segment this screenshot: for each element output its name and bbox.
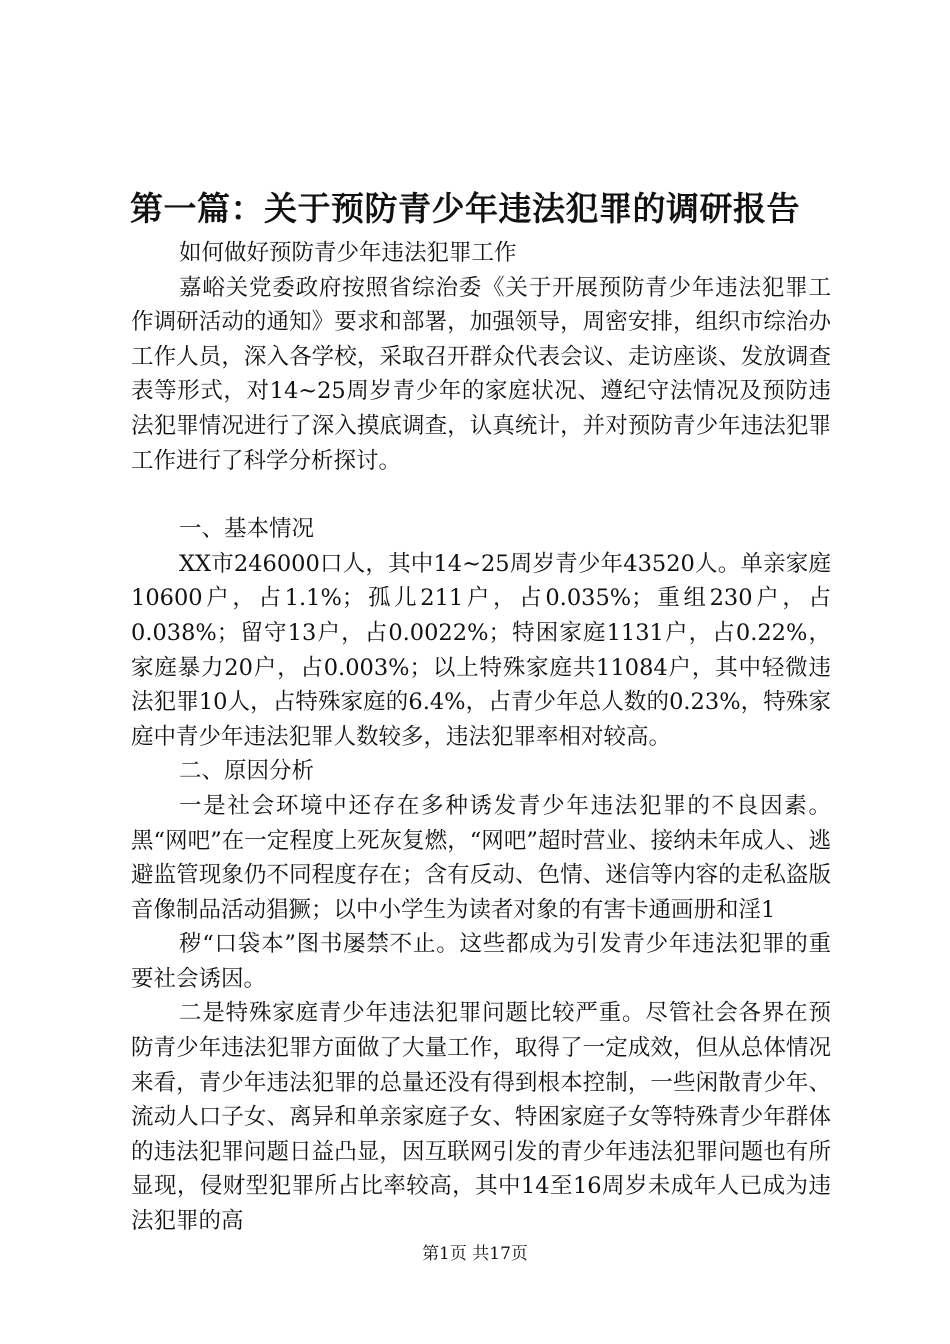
document-body	[131, 236, 831, 1239]
paragraph-cause-two: 二是特殊家庭青少年违法犯罪问题比较严重。尽管社会各界在预防青少年违法犯罪方面做了大量工作，取得了一定成效，但从总体情况来看，青少年违法犯罪的总量还没有得到根本控制，一些闲散青少年、流动人口子女、离异和单亲家庭子女、特困家庭子女等特殊青少年群体的违法犯罪问题日益凸显，因互联网引发的青少年违法犯罪问题也有所显现，侵财型犯罪所占比率较高，其中14至16周岁未成年人已成为违法犯罪的高	[131, 1000, 831, 1235]
paragraph-cause-one: 一是社会环境中还存在多种诱发青少年违法犯罪的不良因素。黑“网吧”在一定程度上死灰复燃，“网吧”超时营业、接纳未年成人、逃避监管现象仍不同程度存在；含有反动、色情、迷信等内容的走私盗版音像制品活动猖獗；以中小学生为读者对象的有害卡通画册和淫1	[131, 792, 831, 923]
document-title: 第一篇：关于预防青少年违法犯罪的调研报告	[130, 189, 800, 228]
paragraph-basic-stats: XX市246000口人，其中14~25周岁青少年43520人。单亲家庭10600户，占1.1%；孤儿211户，占0.035%；重组230户，占0.038%；留守13户，占0.0022%；特困家庭1131户，占0.22%，家庭暴力20户，占0.003%；以上特殊家庭共11084户，其中轻微违法犯罪10人，占特殊家庭的6.4%，占青少年总人数的0.23%，特殊家庭中青少年违法犯罪人数较多，违法犯罪率相对较高。	[131, 550, 831, 750]
page-footer: 第1页 共17页	[422, 1244, 528, 1264]
paragraph-intro: 嘉峪关党委政府按照省综治委《关于开展预防青少年违法犯罪工作调研活动的通知》要求和部署，加强领导，周密安排，组织市综治办工作人员，深入各学校，采取召开群众代表会议、走访座谈、发放调查表等形式，对14~25周岁青少年的家庭状况、遵纪守法情况及预防违法犯罪情况进行了深入摸底调查，认真统计，并对预防青少年违法犯罪工作进行了科学分析探讨。	[131, 274, 831, 474]
section-heading-basic: 一、基本情况	[179, 516, 315, 543]
paragraph-cause-one-cont: 秽“口袋本”图书屡禁不止。这些都成为引发青少年违法犯罪的重要社会诱因。	[131, 931, 831, 992]
paragraph-subtitle: 如何做好预防青少年违法犯罪工作	[179, 240, 517, 266]
paragraph-gap	[131, 478, 831, 512]
section-heading-causes: 二、原因分析	[179, 758, 315, 785]
